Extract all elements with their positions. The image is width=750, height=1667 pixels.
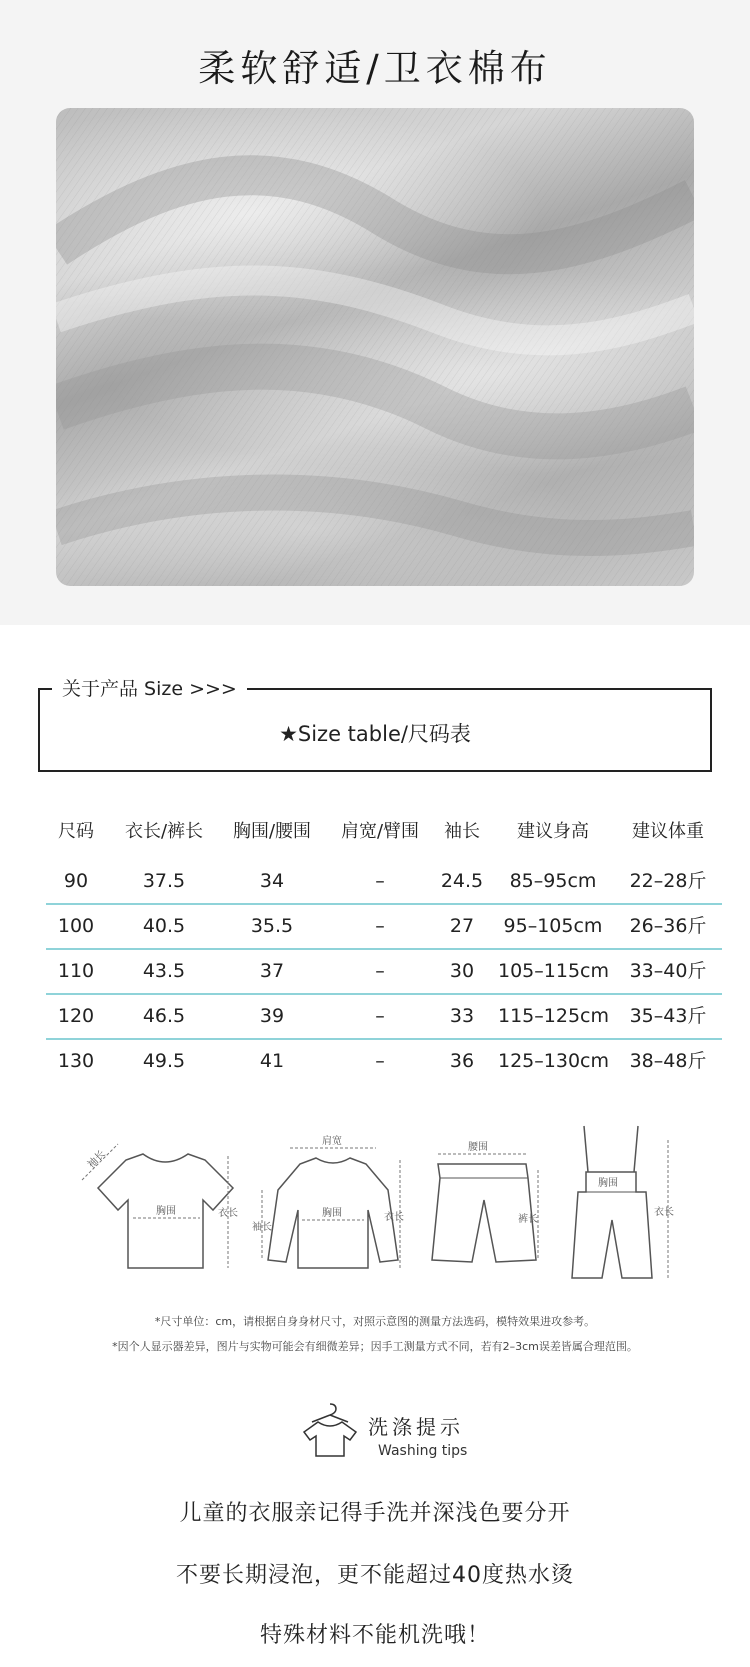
- cell-chest: 37: [259, 960, 285, 982]
- sweater-diagram: [250, 1130, 420, 1280]
- table-row: [46, 949, 722, 993]
- cell-size: 120: [57, 1005, 95, 1027]
- cell-chest: 41: [259, 1050, 285, 1072]
- header-height: 建议身高: [517, 821, 589, 842]
- tshirt-sleeve-label: 袖长: [85, 1148, 108, 1171]
- washing-subtitle: Washing tips: [378, 1443, 468, 1459]
- cell-chest: 34: [259, 870, 285, 892]
- table-row: [46, 994, 722, 1038]
- tshirt-diagram: [78, 1130, 248, 1280]
- overalls-chest-label: 胸围: [598, 1178, 618, 1189]
- sweater-sleeve-label: 袖长: [252, 1222, 272, 1233]
- tshirt-length-label: 衣长: [218, 1208, 238, 1219]
- cell-sleeve: 24.5: [440, 870, 484, 892]
- cell-length: 37.5: [142, 870, 186, 892]
- cell-shoulder: –: [375, 1005, 385, 1027]
- cell-length: 43.5: [142, 960, 186, 982]
- size-note-2: *因个人显示器差异，图片与实物可能会有细微差异；因手工测量方式不同，若有2–3cm误差皆属合理范围。: [112, 1340, 638, 1353]
- size-note-1: *尺寸单位：cm，请根据自身身材尺寸，对照示意图的测量方法选码，模特效果进攻参考。: [154, 1315, 596, 1328]
- tshirt-chest-label: 胸围: [156, 1206, 176, 1217]
- about-label: 关于产品 Size >>>: [52, 674, 247, 701]
- shorts-length-label: 裤长: [518, 1214, 538, 1225]
- cell-size: 110: [57, 960, 95, 982]
- fabric-folds: [56, 108, 694, 586]
- header-shoulder: 肩宽/臂围: [340, 821, 420, 842]
- cell-weight: 35–43斤: [629, 1005, 707, 1027]
- cell-height: 125–130cm: [498, 1050, 609, 1072]
- overalls-length-label: 衣长: [654, 1207, 674, 1218]
- shorts-diagram: [424, 1130, 544, 1280]
- page-title: 柔软舒适/卫衣棉布: [198, 47, 552, 90]
- size-table-title: ★Size table/尺码表: [279, 722, 471, 746]
- cell-sleeve: 30: [449, 960, 475, 982]
- cell-height: 95–105cm: [503, 915, 603, 937]
- table-row: [46, 904, 722, 948]
- cell-length: 40.5: [142, 915, 186, 937]
- cell-length: 46.5: [142, 1005, 186, 1027]
- cell-height: 115–125cm: [498, 1005, 609, 1027]
- washing-title: 洗涤提示: [368, 1415, 464, 1439]
- header-chest: 胸围/腰围: [232, 821, 312, 842]
- cell-shoulder: –: [375, 915, 385, 937]
- shirt-hanger-icon: [300, 1400, 360, 1460]
- cell-weight: 33–40斤: [629, 960, 707, 982]
- header-size: 尺码: [58, 821, 94, 842]
- care-line-1: 儿童的衣服亲记得手洗并深浅色要分开: [179, 1501, 571, 1526]
- cell-length: 49.5: [142, 1050, 186, 1072]
- cell-size: 130: [57, 1050, 95, 1072]
- care-line-3: 特殊材料不能机洗哦！: [259, 1623, 490, 1648]
- cell-weight: 38–48斤: [629, 1050, 707, 1072]
- header-length: 衣长/裤长: [124, 821, 204, 842]
- cell-size: 90: [63, 870, 89, 892]
- table-row: [46, 1039, 722, 1083]
- cell-height: 85–95cm: [509, 870, 597, 892]
- table-row: [46, 859, 722, 903]
- cell-shoulder: –: [375, 960, 385, 982]
- shorts-waist-label: 腰围: [468, 1142, 488, 1153]
- cell-height: 105–115cm: [498, 960, 609, 982]
- care-line-2: 不要长期浸泡，更不能超过40度热水烫: [176, 1563, 574, 1588]
- cell-weight: 26–36斤: [629, 915, 707, 937]
- cell-size: 100: [57, 915, 95, 937]
- cell-sleeve: 27: [449, 915, 475, 937]
- cell-sleeve: 36: [449, 1050, 475, 1072]
- header-sleeve: 袖长: [444, 821, 480, 842]
- sweater-chest-label: 胸围: [322, 1208, 342, 1219]
- cell-shoulder: –: [375, 1050, 385, 1072]
- cell-sleeve: 33: [449, 1005, 475, 1027]
- overalls-diagram: [556, 1120, 686, 1285]
- table-header-row: [46, 810, 722, 854]
- header-weight: 建议体重: [632, 821, 704, 842]
- sweater-length-label: 衣长: [384, 1212, 404, 1223]
- cell-chest: 39: [259, 1005, 285, 1027]
- hero-section: [0, 0, 750, 625]
- cell-shoulder: –: [375, 870, 385, 892]
- fabric-photo: [56, 108, 694, 586]
- cell-chest: 35.5: [250, 915, 294, 937]
- cell-weight: 22–28斤: [629, 870, 707, 892]
- sweater-shoulder-label: 肩宽: [322, 1136, 342, 1147]
